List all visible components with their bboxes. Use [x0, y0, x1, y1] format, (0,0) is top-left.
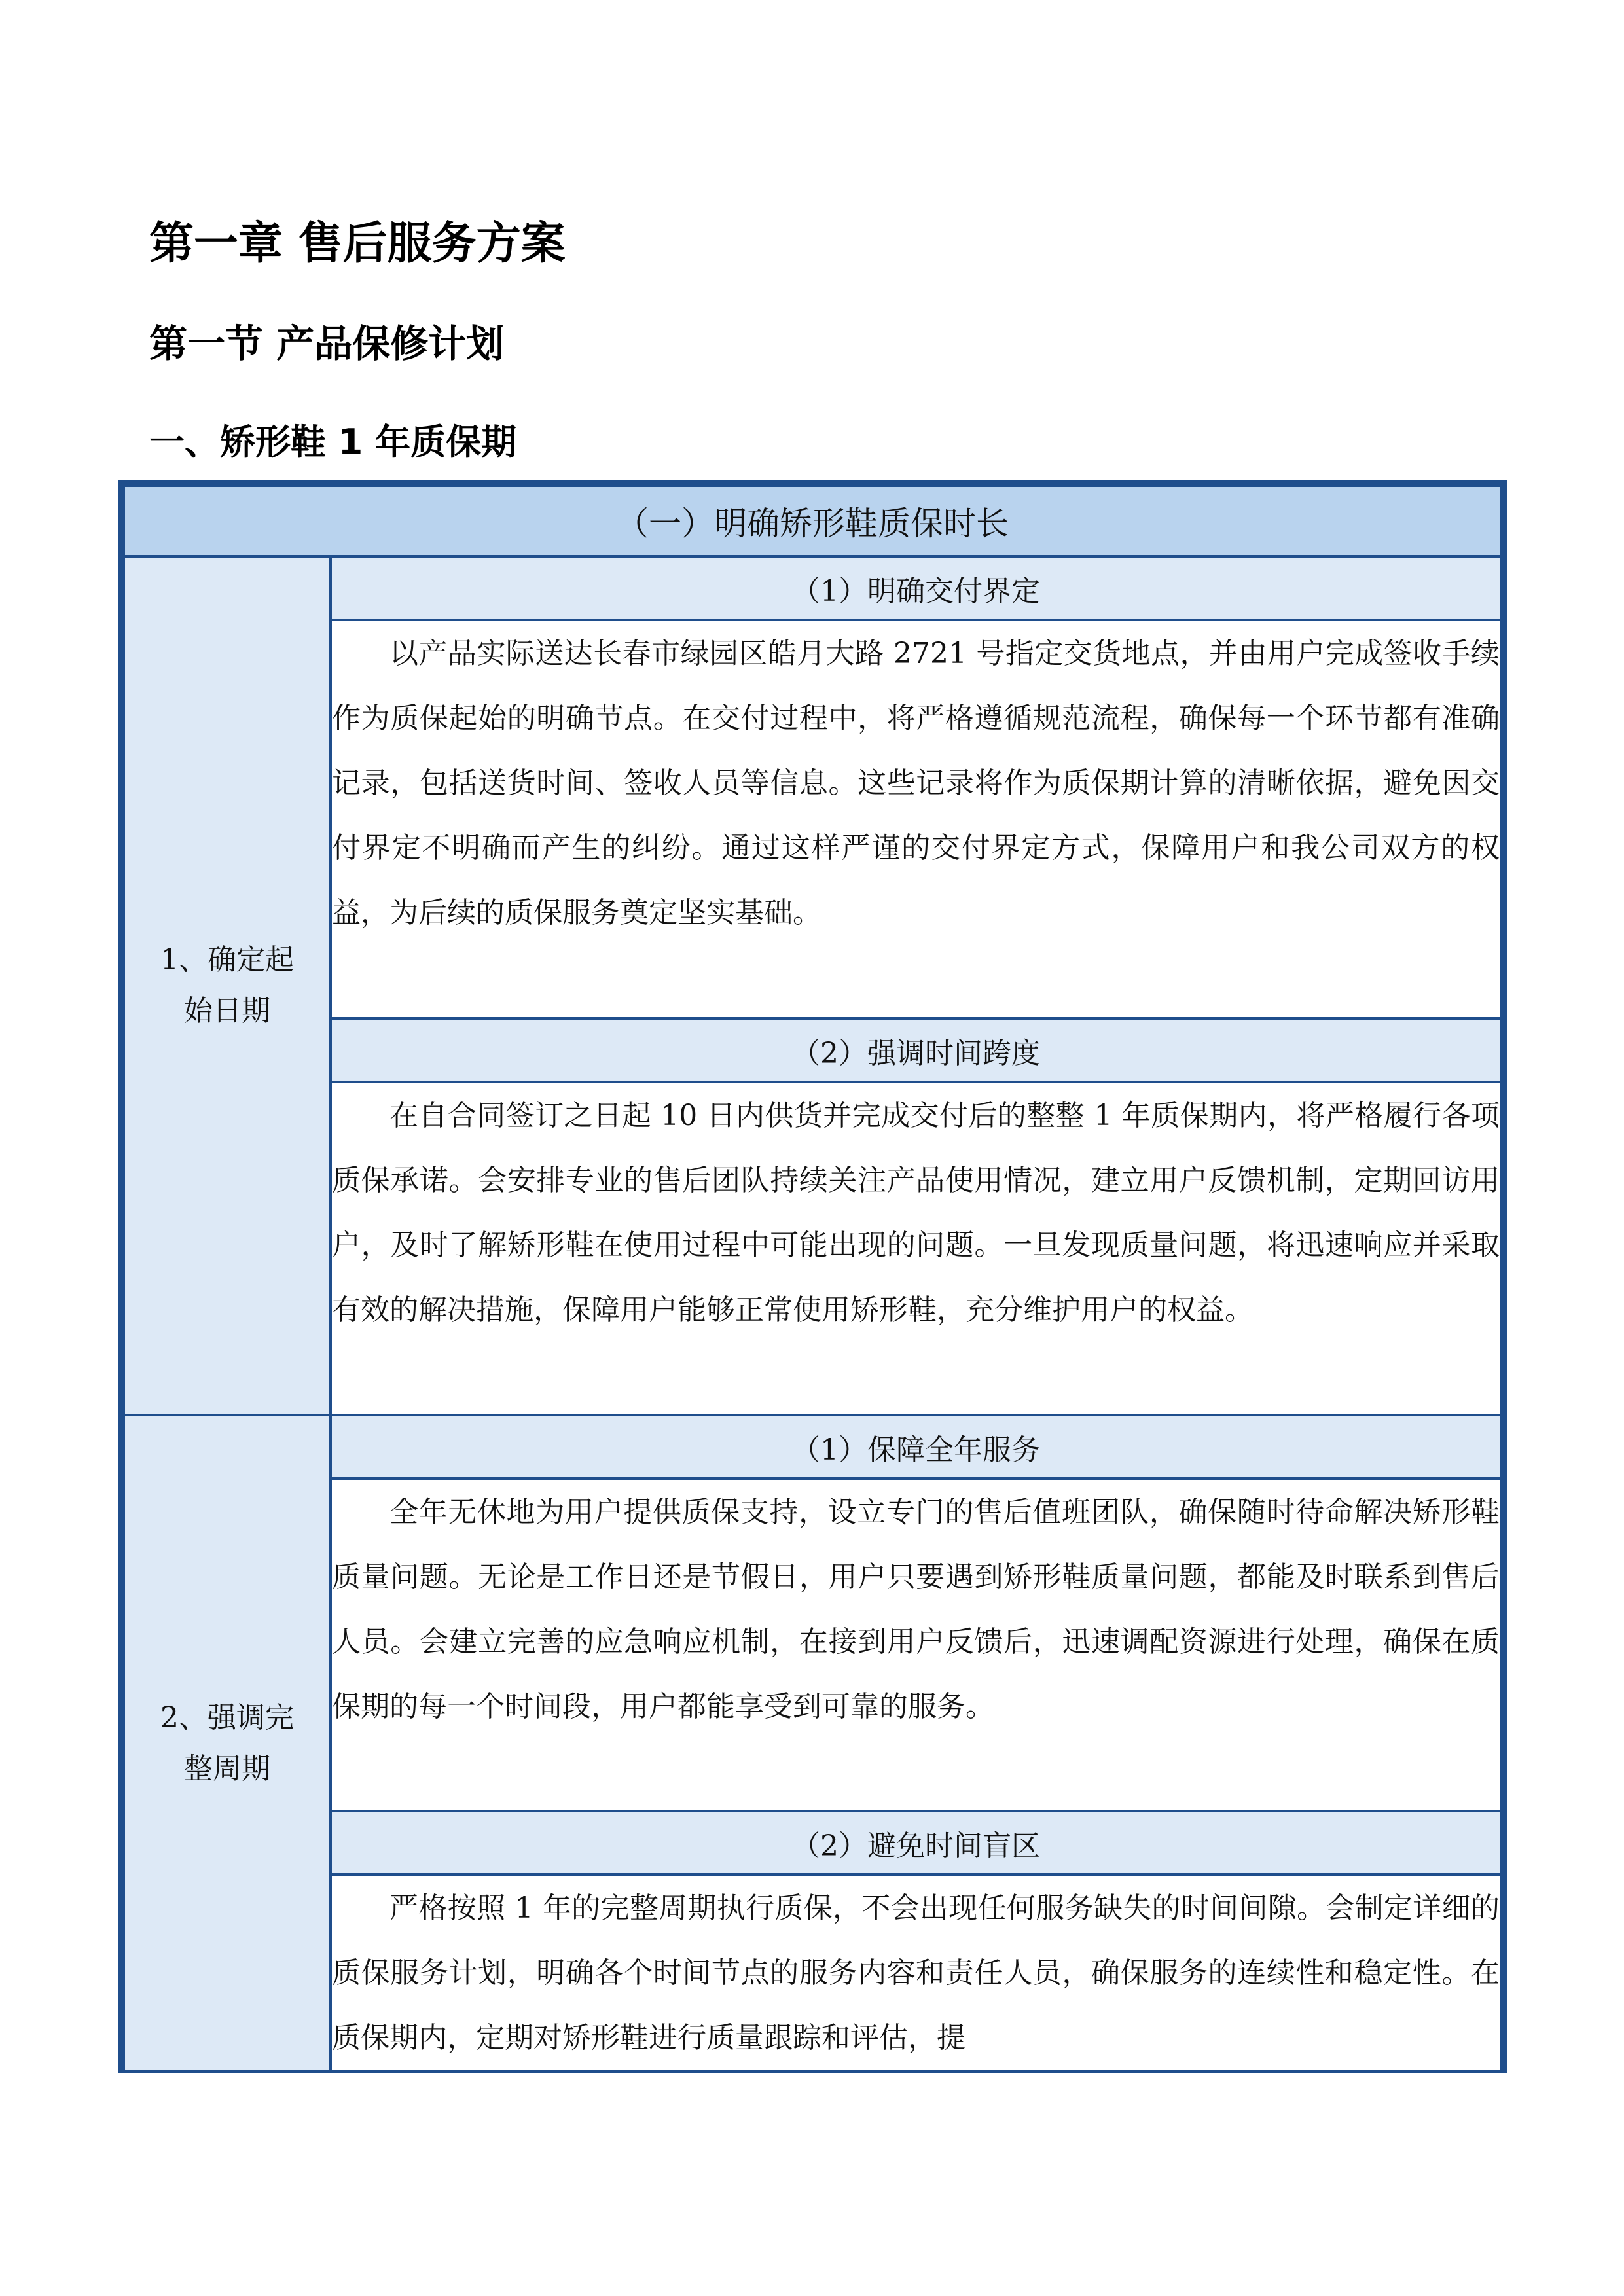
item-body — [331, 1874, 1501, 2072]
item-body-text: 在自合同签订之日起 10 日内供货并完成交付后的整整 1 年质保期内，将严格履行各项质保承诺。会安排专业的售后团队持续关注产品使用情况，建立用户反馈机制，定期回访用户，及时了解矫形鞋在使用过程中可能出现的问题。一旦发现质量问题，将迅速响应并采取有效的解决措施，保障用户能够正常使用矫形鞋，充分维护用户的权益。 — [332, 1099, 1500, 1327]
table-row — [124, 1018, 1501, 1082]
item-body-text: 严格按照 1 年的完整周期执行质保，不会出现任何服务缺失的时间间隙。会制定详细的质保服务计划，明确各个时间节点的服务内容和责任人员，确保服务的连续性和稳定性。在质保期内，定期对矫形鞋进行质量跟踪和评估，提 — [332, 1892, 1500, 2054]
item-heading: （2）避免时间盲区 — [331, 1811, 1501, 1874]
table-row — [124, 620, 1501, 1018]
group-label-cell — [124, 1415, 331, 2072]
item-body-text: 全年无休地为用户提供质保支持，设立专门的售后值班团队，确保随时待命解决矫形鞋质量问题。无论是工作日还是节假日，用户只要遇到矫形鞋质量问题，都能及时联系到售后人员。会建立完善的应急响应机制，在接到用户反馈后，迅速调配资源进行处理，确保在质保期的每一个时间段，用户都能享受到可靠的服务。 — [332, 1496, 1500, 1723]
item-body — [331, 1479, 1501, 1811]
item-body-text: 以产品实际送达长春市绿园区皓月大路 2721 号指定交货地点，并由用户完成签收手续作为质保起始的明确节点。在交付过程中，将严格遵循规范流程，确保每一个环节都有准确记录，包括送货时间、签收人员等信息。这些记录将作为质保期计算的清晰依据，避免因交付界定不明确而产生的纠纷。通过这样严谨的交付界定方式，保障用户和我公司双方的权益，为后续的质保服务奠定坚实基础。 — [332, 637, 1500, 929]
group-label-cell — [124, 556, 331, 1415]
table-row — [124, 1479, 1501, 1811]
table-row — [124, 556, 1501, 620]
table-row — [124, 1082, 1501, 1415]
table-title: （一）明确矫形鞋质保时长 — [124, 486, 1501, 556]
warranty-table — [118, 480, 1507, 2073]
table-row — [124, 1415, 1501, 1479]
table-row — [124, 1874, 1501, 2072]
item-body — [331, 620, 1501, 1018]
item-heading: （2）强调时间跨度 — [331, 1018, 1501, 1082]
table-title-row — [124, 486, 1501, 556]
item-body — [331, 1082, 1501, 1415]
chapter-title: 第一章 售后服务方案 — [149, 218, 566, 270]
section-title: 第一节 产品保修计划 — [149, 321, 505, 366]
item-heading: （1）明确交付界定 — [331, 556, 1501, 620]
group-label: 2、强调完整周期 — [160, 1700, 294, 1785]
subsection-title: 一、矫形鞋 1 年质保期 — [149, 422, 517, 463]
table-row — [124, 1811, 1501, 1874]
warranty-table-grid — [122, 484, 1502, 2073]
group-label: 1、确定起始日期 — [160, 943, 294, 1028]
item-heading: （1）保障全年服务 — [331, 1415, 1501, 1479]
